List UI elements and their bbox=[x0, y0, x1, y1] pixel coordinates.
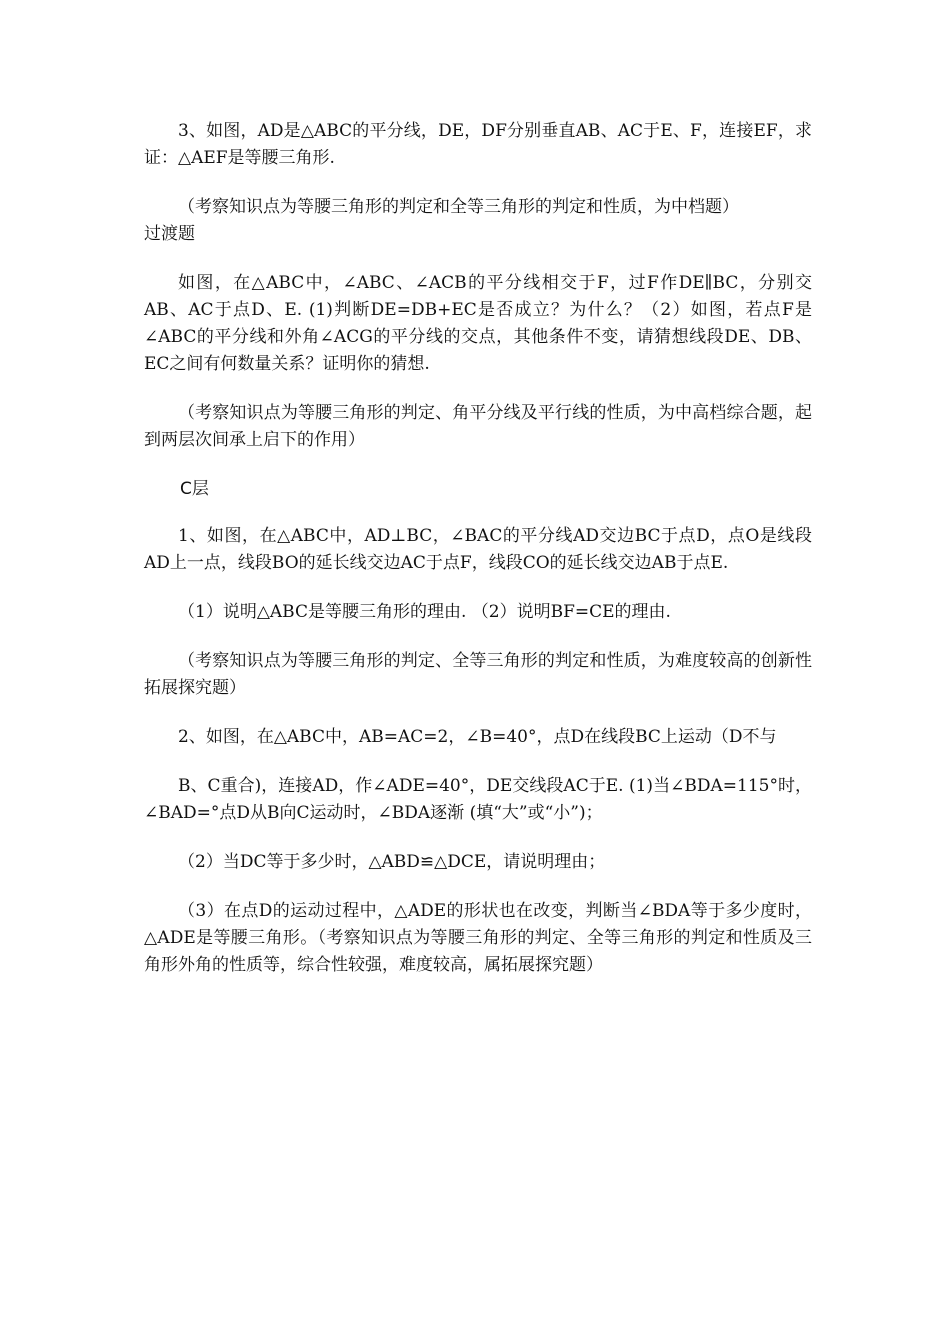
c2-problem: B、C重合)，连接AD，作∠ADE=40°，DE交线段AC于E. (1)当∠BDA=115°时，∠BAD=°点D从B向C运动时，∠BDA逐渐 (填“大”或“小”)； bbox=[144, 776, 812, 823]
c1-problem: 1、如图，在△ABC中，AD⊥BC，∠BAC的平分线AD交边BC于点D，点O是线段AD上一点，线段BO的延长线交边AC于点F，线段CO的延长线交边AB于点E. bbox=[144, 526, 812, 573]
section-c-title: C层 bbox=[180, 479, 209, 499]
c2-part2: （2）当DC等于多少时，△ABD≌△DCE，请说明理由； bbox=[178, 852, 606, 872]
document-body bbox=[144, 118, 812, 1001]
q3-problem: 3、如图，AD是△ABC的平分线，DE，DF分别垂直AB、AC于E、F，连接EF，求证：△AEF是等腰三角形. bbox=[144, 121, 812, 168]
q3-note: （考察知识点为等腰三角形的判定和全等三角形的判定和性质，为中档题） bbox=[178, 197, 739, 217]
transition-problem: 如图，在△ABC中，∠ABC、∠ACB的平分线相交于F，过F作DE∥BC，分别交AB、AC于点D、E. (1)判断DE=DB+EC是否成立？为什么？（2）如图，若点F是∠ABC的平分线和外角∠ACG的平分线的交点，其他条件不变，请猜想线段DE、DB、EC之间有何数量关系？证明你的猜想. bbox=[144, 273, 812, 374]
transition-note: （考察知识点为等腰三角形的判定、角平分线及平行线的性质，为中高档综合题，起到两层次间承上启下的作用） bbox=[144, 403, 812, 450]
c2-intro: 2、如图，在△ABC中，AB=AC=2，∠B=40°，点D在线段BC上运动（D不与 bbox=[178, 727, 777, 747]
c1-parts: （1）说明△ABC是等腰三角形的理由. （2）说明BF=CE的理由. bbox=[178, 602, 671, 622]
transition-label: 过渡题 bbox=[144, 224, 195, 244]
c2-part3: （3）在点D的运动过程中，△ADE的形状也在改变，判断当∠BDA等于多少度时，△ADE是等腰三角形。（考察知识点为等腰三角形的判定、全等三角形的判定和性质及三角形外角的性质等，综合性较强，难度较高，属拓展探究题） bbox=[144, 901, 812, 975]
c1-note: （考察知识点为等腰三角形的判定、全等三角形的判定和性质，为难度较高的创新性拓展探究题） bbox=[144, 651, 812, 698]
